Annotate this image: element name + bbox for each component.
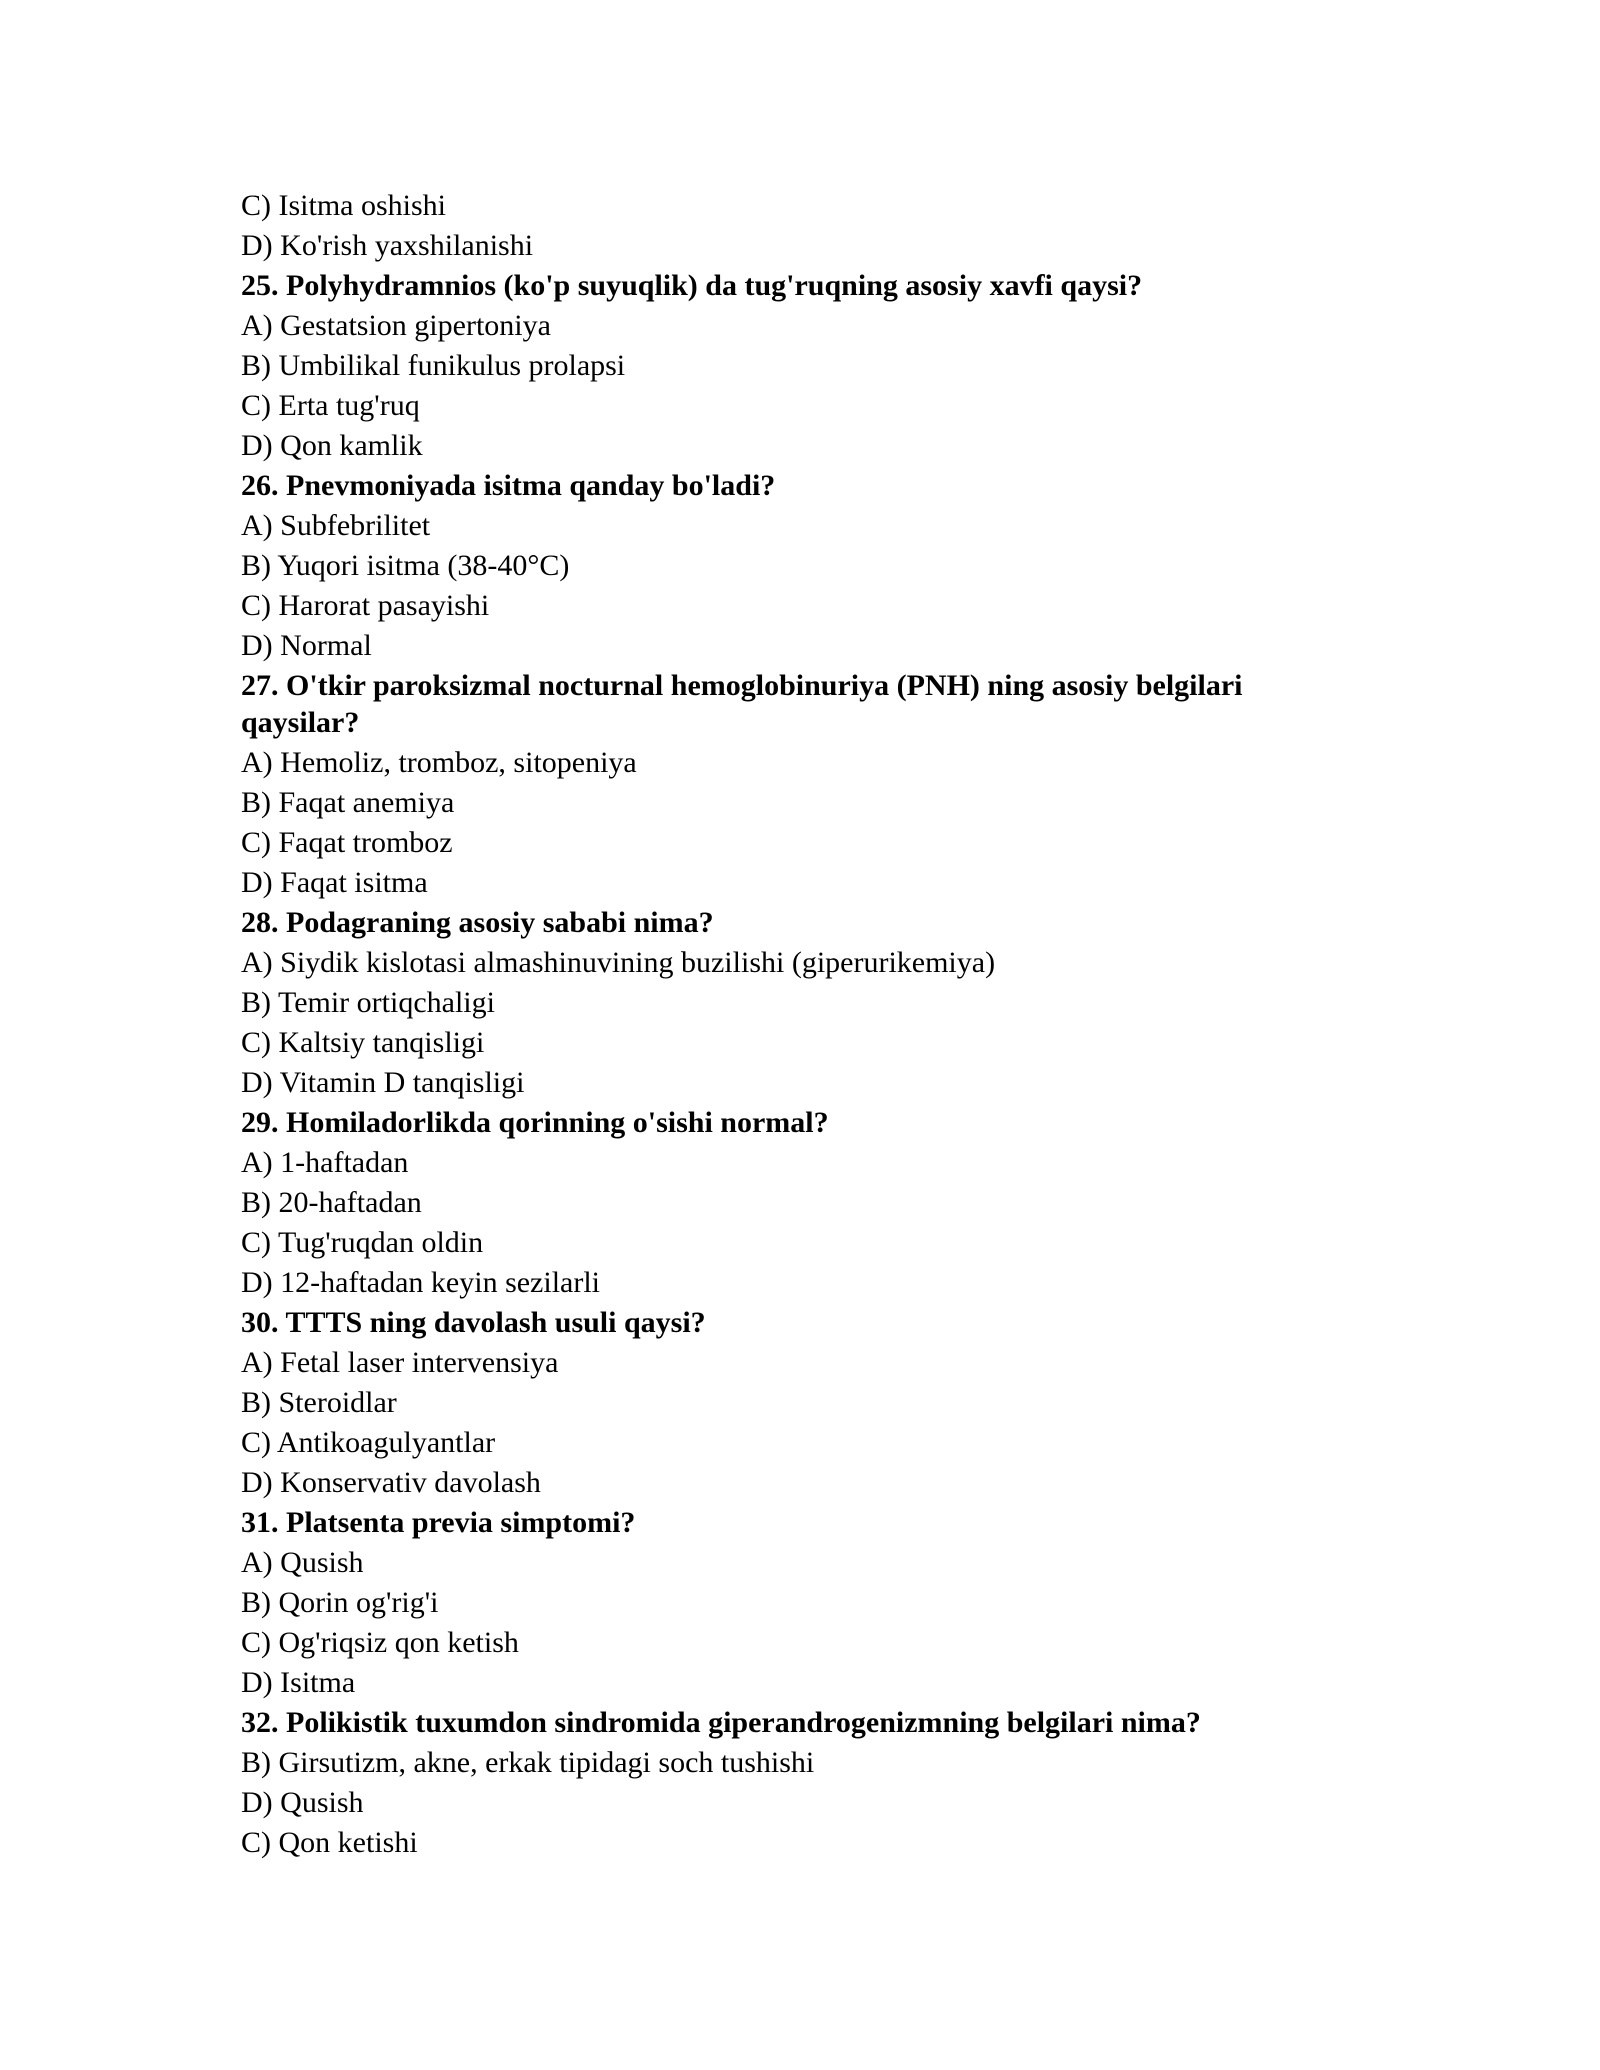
answer-option: A) Fetal laser intervensiya xyxy=(241,1346,559,1379)
answer-option: D) Isitma xyxy=(241,1666,356,1699)
answer-option: D) 12-haftadan keyin sezilarli xyxy=(241,1266,601,1299)
question-heading: 26. Pnevmoniyada isitma qanday bo'ladi? xyxy=(241,469,776,502)
answer-option: C) Antikoagulyantlar xyxy=(241,1426,496,1459)
answer-option: A) Hemoliz, tromboz, sitopeniya xyxy=(241,746,637,779)
question-heading: 32. Polikistik tuxumdon sindromida giperandrogenizmning belgilari nima? xyxy=(241,1706,1201,1739)
answer-option: C) Faqat tromboz xyxy=(241,826,453,859)
question-heading: 27. O'tkir paroksizmal nocturnal hemoglobinuriya (PNH) ning asosiy belgilari qaysilar? xyxy=(241,669,1243,739)
question-heading: 29. Homiladorlikda qorinning o'sishi normal? xyxy=(241,1106,829,1139)
question-heading: 28. Podagraning asosiy sababi nima? xyxy=(241,906,714,939)
answer-option: B) Girsutizm, akne, erkak tipidagi soch tushishi xyxy=(241,1746,815,1779)
answer-option: B) Yuqori isitma (38-40°C) xyxy=(241,549,570,582)
answer-option: D) Qon kamlik xyxy=(241,429,423,462)
answer-option: B) Temir ortiqchaligi xyxy=(241,986,495,1019)
answer-option: B) Steroidlar xyxy=(241,1386,397,1419)
question-heading: 30. TTTS ning davolash usuli qaysi? xyxy=(241,1306,706,1339)
answer-option: D) Ko'rish yaxshilanishi xyxy=(241,229,534,262)
answer-option: D) Konservativ davolash xyxy=(241,1466,541,1499)
answer-option: B) Qorin og'rig'i xyxy=(241,1586,439,1619)
answer-option: B) Umbilikal funikulus prolapsi xyxy=(241,349,626,382)
answer-option: D) Vitamin D tanqisligi xyxy=(241,1066,525,1099)
question-heading: 31. Platsenta previa simptomi? xyxy=(241,1506,636,1539)
answer-option: A) Qusish xyxy=(241,1546,364,1579)
question-heading: 25. Polyhydramnios (ko'p suyuqlik) da tug'ruqning asosiy xavfi qaysi? xyxy=(241,269,1143,302)
answer-option: A) Subfebrilitet xyxy=(241,509,431,542)
answer-option: C) Tug'ruqdan oldin xyxy=(241,1226,484,1259)
answer-option: C) Harorat pasayishi xyxy=(241,589,490,622)
answer-option: C) Og'riqsiz qon ketish xyxy=(241,1626,519,1659)
answer-option: D) Qusish xyxy=(241,1786,364,1819)
answer-option: C) Kaltsiy tanqisligi xyxy=(241,1026,485,1059)
answer-option: A) 1-haftadan xyxy=(241,1146,409,1179)
answer-option: C) Erta tug'ruq xyxy=(241,389,420,422)
answer-option: B) 20-haftadan xyxy=(241,1186,422,1219)
answer-option: B) Faqat anemiya xyxy=(241,786,455,819)
answer-option: C) Isitma oshishi xyxy=(241,189,447,222)
answer-option: D) Faqat isitma xyxy=(241,866,428,899)
answer-option: A) Siydik kislotasi almashinuvining buzilishi (giperurikemiya) xyxy=(241,946,996,979)
answer-option: A) Gestatsion gipertoniya xyxy=(241,309,551,342)
answer-option: C) Qon ketishi xyxy=(241,1826,418,1859)
document-body xyxy=(241,186,1361,1863)
answer-option: D) Normal xyxy=(241,629,372,662)
